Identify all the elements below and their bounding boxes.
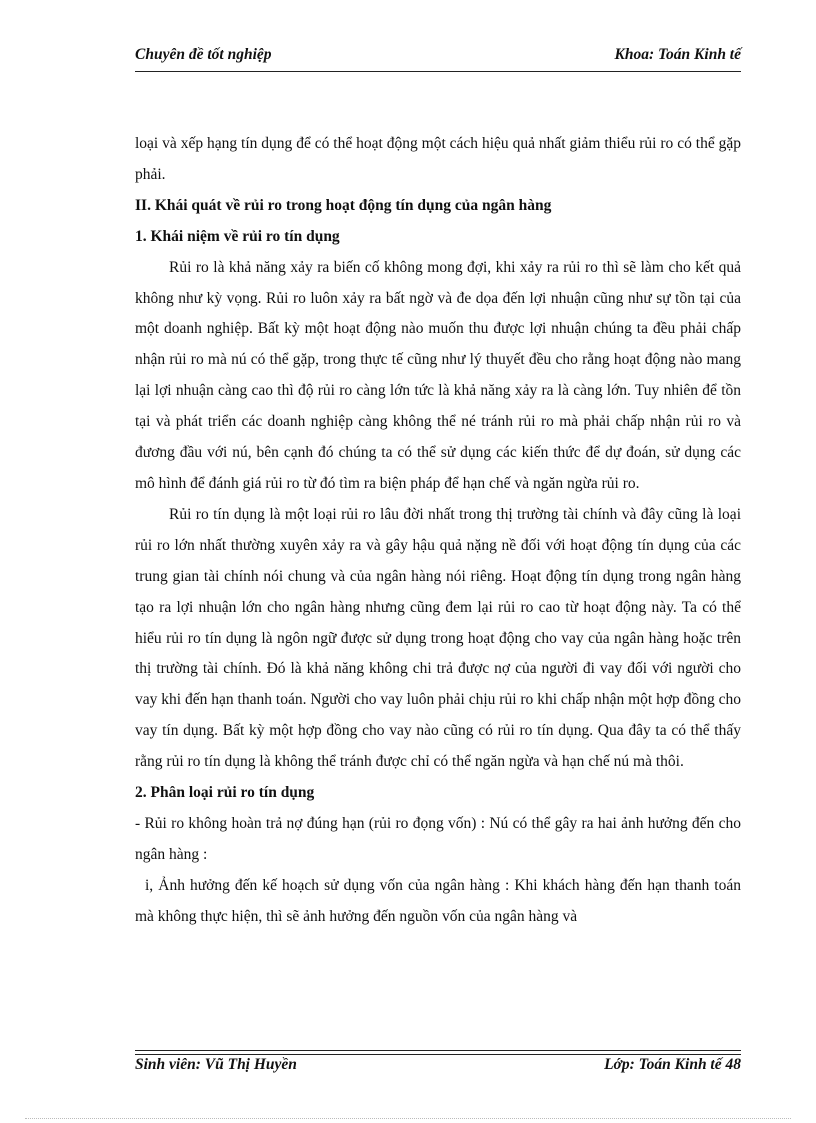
subsection-heading-classification: 2. Phân loại rủi ro tín dụng xyxy=(135,784,315,802)
paragraph-credit-risk: Rủi ro tín dụng là một loại rủi ro lâu đời nhất trong thị trường tài chính và đây cũng là loại rủi ro lớn nhất thường xuyên xảy ra và gây hậu quả nặng nề đối với hoạt động tín dụng của các trung gian tài chính nói chung và của ngân hàng nói riêng. Hoạt động tín dụng trong ngân hàng tạo ra lợi nhuận lớn cho ngân hàng nhưng cũng đem lại rủi ro cao từ hoạt động này. Ta có thể hiểu rủi ro tín dụng là ngôn ngữ được sử dụng trong hoạt động cho vay của ngân hàng hoặc trên thị trường tài chính. Đó là khả năng không chi trả được nợ của người đi vay đối với người cho vay khi đến hạn thanh toán. Người cho vay luôn phải chịu rủi ro khi chấp nhận một hợp đồng cho vay tín dụng. Bất kỳ một hợp đồng cho vay nào cũng có rủi ro tín dụng. Qua đây ta có thể thấy rằng rủi ro tín dụng là không thể tránh được chỉ có thể ngăn ngừa và hạn chế nú mà thôi. xyxy=(135,505,741,771)
header-rule xyxy=(135,71,741,72)
footer-student: Sinh viên: Vũ Thị Huyền xyxy=(135,1056,297,1073)
paragraph-risk-definition: Rủi ro là khả năng xảy ra biến cố không mong đợi, khi xảy ra rủi ro thì sẽ làm cho kết quả không như kỳ vọng. Rủi ro luôn xảy ra bất ngờ và đe dọa đến lợi nhuận cũng như sự tồn tại của một doanh nghiệp. Bất kỳ một hoạt động nào muốn thu được lợi nhuận chúng ta đều phải chấp nhận rủi ro mà nú có thể gặp, trong thực tế cũng như lý thuyết đều cho rằng hoạt động nào mang lại lợi nhuận càng cao thì độ rủi ro càng lớn tức là khả năng xảy ra là càng lớn. Tuy nhiên để tồn tại và phát triển các doanh nghiệp càng không thể né tránh rủi ro mà phải chấp nhận rủi ro và đương đầu với nú, bên cạnh đó chúng ta có thể sử dụng các kiến thức để dự đoán, sử dụng các mô hình để đánh giá rủi ro từ đó tìm ra biện pháp để hạn chế và ngăn ngừa rủi ro. xyxy=(135,258,741,492)
footer-class: Lớp: Toán Kinh tế 48 xyxy=(604,1056,741,1073)
paragraph-continuation: loại và xếp hạng tín dụng để có thể hoạt động một cách hiệu quả nhất giảm thiểu rủi ro có thể gặp phải. xyxy=(135,135,741,183)
page-footer xyxy=(135,1056,741,1080)
subsection-heading-concept: 1. Khái niệm về rủi ro tín dụng xyxy=(135,227,340,245)
paragraph-late-repayment: - Rủi ro không hoàn trả nợ đúng hạn (rủi ro đọng vốn) : Nú có thể gây ra hai ảnh hưởng đến cho ngân hàng : xyxy=(135,814,741,863)
page-header xyxy=(135,44,741,72)
paragraph-impact-capital-plan: i, Ảnh hưởng đến kế hoạch sử dụng vốn của ngân hàng : Khi khách hàng đến hạn thanh toán mà không thực hiện, thì sẽ ảnh hưởng đến nguồn vốn của ngân hàng và xyxy=(135,876,741,925)
page-edge-divider xyxy=(25,1118,791,1119)
section-heading: II. Khái quát về rủi ro trong hoạt động tín dụng của ngân hàng xyxy=(135,196,552,214)
header-faculty: Khoa: Toán Kinh tế xyxy=(614,46,741,63)
footer-rule xyxy=(135,1050,741,1055)
header-document-type: Chuyên đề tốt nghiệp xyxy=(135,46,272,63)
document-body xyxy=(135,129,741,933)
